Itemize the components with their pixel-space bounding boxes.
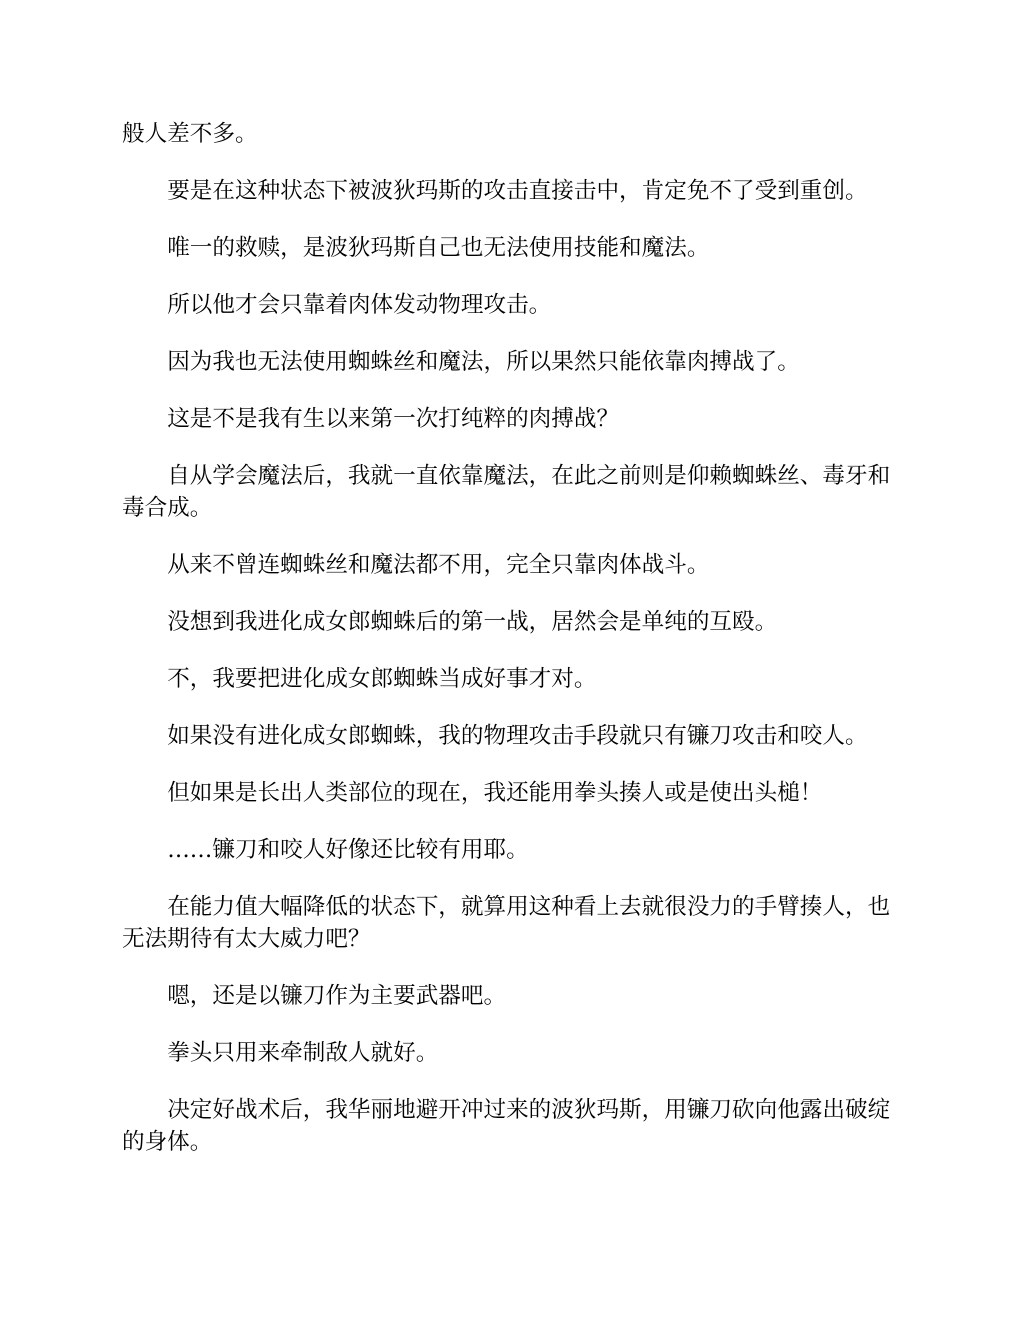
paragraph-6: 这是不是我有生以来第一次打纯粹的肉搏战？ (167, 406, 620, 432)
paragraph-14: 在能力值大幅降低的状态下，就算用这种看上去就很没力的手臂揍人，也无法期待有太大威力吧？ (122, 894, 891, 952)
paragraph-7: 自从学会魔法后，我就一直依靠魔法，在此之前则是仰赖蜘蛛丝、毒牙和毒合成。 (122, 463, 891, 521)
document-body (122, 118, 897, 1183)
paragraph-2: 要是在这种状态下被波狄玛斯的攻击直接击中，肯定免不了受到重创。 (167, 178, 868, 204)
paragraph-16: 拳头只用来牵制敌人就好。 (167, 1040, 439, 1066)
paragraph-4: 所以他才会只靠着肉体发动物理攻击。 (167, 292, 552, 318)
paragraph-13: ……镰刀和咬人好像还比较有用耶。 (167, 837, 529, 863)
paragraph-9: 没想到我进化成女郎蜘蛛后的第一战，居然会是单纯的互殴。 (167, 609, 778, 635)
paragraph-12: 但如果是长出人类部位的现在，我还能用拳头揍人或是使出头槌！ (167, 780, 823, 806)
paragraph-15: 嗯，还是以镰刀作为主要武器吧。 (167, 983, 507, 1009)
paragraph-3: 唯一的救赎，是波狄玛斯自己也无法使用技能和魔法。 (167, 235, 710, 261)
paragraph-17: 决定好战术后，我华丽地避开冲过来的波狄玛斯，用镰刀砍向他露出破绽的身体。 (122, 1097, 891, 1155)
paragraph-5: 因为我也无法使用蜘蛛丝和魔法，所以果然只能依靠肉搏战了。 (167, 349, 800, 375)
paragraph-10: 不，我要把进化成女郎蜘蛛当成好事才对。 (167, 666, 597, 692)
paragraph-1: 般人差不多。 (122, 121, 258, 147)
paragraph-8: 从来不曾连蜘蛛丝和魔法都不用，完全只靠肉体战斗。 (167, 552, 710, 578)
paragraph-11: 如果没有进化成女郎蜘蛛，我的物理攻击手段就只有镰刀攻击和咬人。 (167, 723, 868, 749)
